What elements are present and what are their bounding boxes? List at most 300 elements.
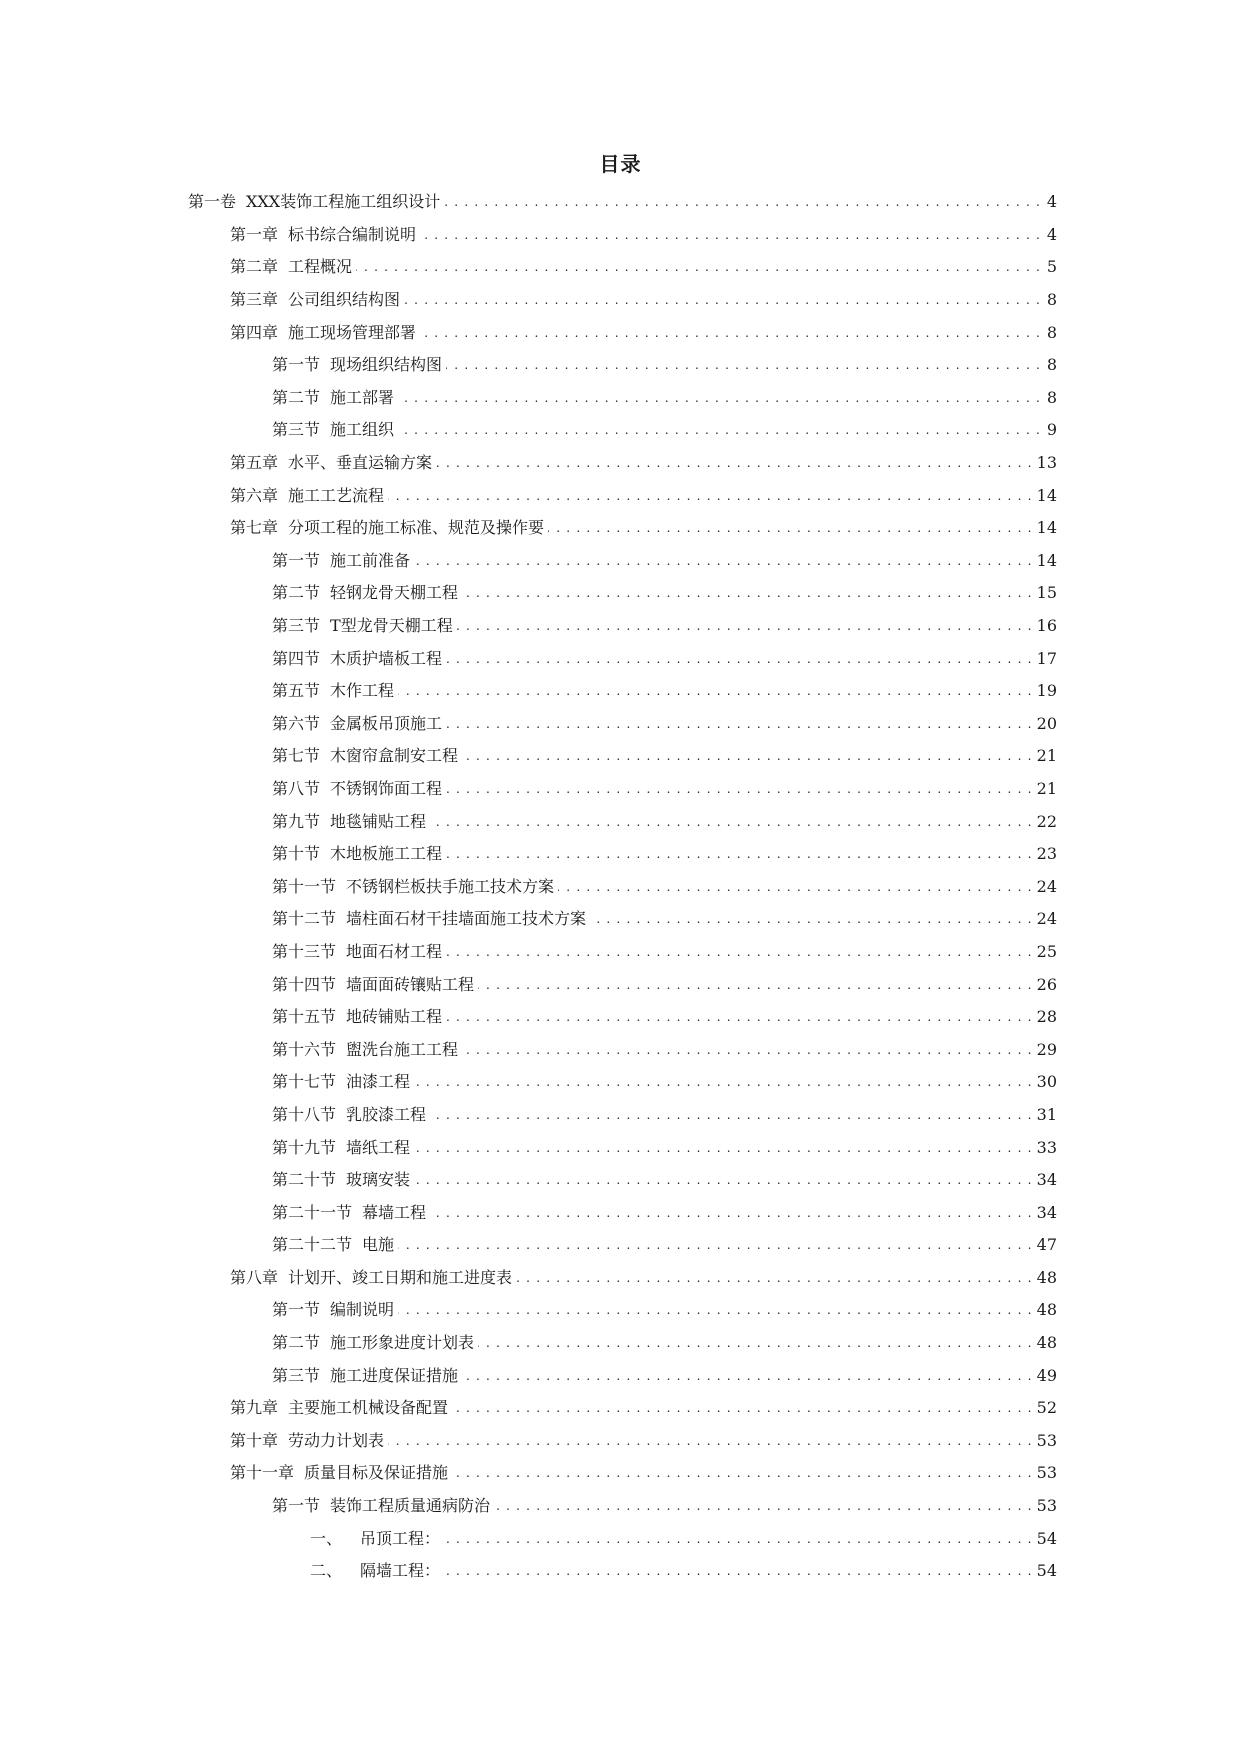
toc-entry-number: 第九节 bbox=[272, 811, 321, 831]
toc-entry-title: 幕墙工程 bbox=[362, 1202, 427, 1222]
toc-entry-label bbox=[272, 1138, 410, 1158]
toc-page-number: 23 bbox=[1036, 844, 1057, 864]
toc-entry[interactable] bbox=[0, 903, 1241, 936]
toc-entry-title: 标书综合编制说明 bbox=[288, 224, 417, 244]
toc-entry-label bbox=[230, 290, 400, 310]
toc-entry-number: 第七章 bbox=[230, 518, 279, 538]
dot-leader bbox=[398, 681, 1033, 701]
toc-entry[interactable] bbox=[0, 349, 1241, 382]
toc-entry-title: 轻钢龙骨天棚工程 bbox=[330, 583, 459, 603]
toc-entry[interactable] bbox=[0, 1099, 1241, 1132]
toc-entry-number: 一、 bbox=[310, 1528, 343, 1548]
dot-leader bbox=[446, 779, 1033, 799]
toc-page-number: 49 bbox=[1036, 1365, 1057, 1385]
toc-entry-content bbox=[272, 1138, 1057, 1158]
dot-leader bbox=[398, 420, 1041, 440]
dot-leader bbox=[388, 486, 1033, 506]
toc-entry-content bbox=[272, 1040, 1057, 1060]
toc-entry-title: 施工工艺流程 bbox=[288, 485, 385, 505]
dot-leader bbox=[462, 583, 1033, 603]
dot-leader bbox=[590, 909, 1033, 929]
toc-entry-number: 第二十二节 bbox=[272, 1235, 353, 1255]
toc-entry-content bbox=[272, 649, 1057, 669]
toc-entry-content bbox=[230, 257, 1057, 277]
toc-entry-content bbox=[272, 975, 1057, 995]
toc-page-number: 54 bbox=[1036, 1561, 1057, 1581]
toc-entry-label bbox=[310, 1529, 440, 1549]
toc-entry-title: 不锈钢饰面工程 bbox=[330, 778, 443, 798]
toc-entry-title: 工程概况 bbox=[288, 257, 353, 277]
toc-entry-content bbox=[272, 746, 1057, 766]
toc-entry[interactable] bbox=[0, 1425, 1241, 1458]
toc-entry-title: 公司组织结构图 bbox=[288, 290, 401, 310]
toc-entry-content bbox=[272, 1170, 1057, 1190]
toc-entry-content bbox=[230, 1398, 1057, 1418]
toc-entry-content bbox=[272, 388, 1057, 408]
dot-leader bbox=[356, 257, 1041, 277]
toc-entry-content bbox=[272, 812, 1057, 832]
toc-entry-title: 不锈钢栏板扶手施工技术方案 bbox=[346, 876, 555, 896]
toc-entry-title: 木地板施工工程 bbox=[330, 844, 443, 864]
toc-entry[interactable] bbox=[0, 936, 1241, 969]
toc-entry-content bbox=[272, 844, 1057, 864]
toc-entry[interactable] bbox=[0, 1555, 1241, 1588]
toc-entry[interactable] bbox=[0, 1001, 1241, 1034]
toc-entry-label bbox=[272, 877, 554, 897]
toc-entry[interactable] bbox=[0, 675, 1241, 708]
toc-entry-label bbox=[230, 323, 416, 343]
toc-page-number: 48 bbox=[1036, 1267, 1057, 1287]
toc-entry-content bbox=[188, 192, 1057, 212]
toc-entry[interactable] bbox=[0, 414, 1241, 447]
toc-entry-label bbox=[310, 1561, 440, 1581]
toc-page-number: 54 bbox=[1036, 1528, 1057, 1548]
toc-entry-content bbox=[272, 877, 1057, 897]
toc-entry-label bbox=[230, 1463, 448, 1483]
toc-entry[interactable] bbox=[0, 479, 1241, 512]
toc-entry-number: 第七节 bbox=[272, 746, 321, 766]
toc-entry-title: 地砖铺贴工程 bbox=[346, 1007, 443, 1027]
toc-page-number: 52 bbox=[1036, 1398, 1057, 1418]
toc-entry-label bbox=[272, 975, 474, 995]
toc-entry[interactable] bbox=[0, 1359, 1241, 1392]
dot-leader bbox=[398, 1235, 1033, 1255]
dot-leader bbox=[446, 355, 1041, 375]
toc-entry-label bbox=[272, 942, 442, 962]
toc-entry-content bbox=[272, 909, 1057, 929]
toc-entry-number: 第十一节 bbox=[272, 876, 337, 896]
toc-page-number: 16 bbox=[1036, 616, 1057, 636]
toc-entry[interactable] bbox=[0, 1066, 1241, 1099]
toc-entry-label bbox=[272, 779, 442, 799]
toc-page-number: 48 bbox=[1036, 1300, 1057, 1320]
toc-entry-number: 第九章 bbox=[230, 1398, 279, 1418]
toc-page-number: 47 bbox=[1036, 1235, 1057, 1255]
toc-entry-number: 第一章 bbox=[230, 224, 279, 244]
toc-entry-title: 墙面面砖镶贴工程 bbox=[346, 974, 475, 994]
toc-entry[interactable] bbox=[0, 186, 1241, 219]
dot-leader bbox=[414, 551, 1033, 571]
toc-entry-label bbox=[230, 453, 432, 473]
dot-leader bbox=[462, 1040, 1033, 1060]
toc-page-number: 22 bbox=[1036, 811, 1057, 831]
dot-leader bbox=[444, 192, 1041, 212]
dot-leader bbox=[414, 1170, 1033, 1190]
toc-entry-title: 分项工程的施工标准、规范及操作要 bbox=[288, 518, 545, 538]
toc-entry-label bbox=[230, 257, 352, 277]
toc-entry-label bbox=[230, 225, 416, 245]
toc-entry-number: 第二节 bbox=[272, 583, 321, 603]
toc-page-number: 30 bbox=[1036, 1072, 1057, 1092]
toc-entry-label bbox=[272, 649, 442, 669]
toc-entry-title: XXX装饰工程施工组织设计 bbox=[246, 192, 441, 212]
toc-entry-number: 第十八节 bbox=[272, 1104, 337, 1124]
toc-entry-title: 施工部署 bbox=[330, 387, 395, 407]
dot-leader bbox=[388, 1431, 1033, 1451]
toc-entry-label bbox=[272, 1300, 394, 1320]
toc-entry-label bbox=[272, 1007, 442, 1027]
toc-entry-label bbox=[272, 1333, 474, 1353]
toc-entry-number: 第八章 bbox=[230, 1267, 279, 1287]
toc-entry-title: 施工现场管理部署 bbox=[288, 322, 417, 342]
toc-entry-content bbox=[272, 1333, 1057, 1353]
toc-entry-number: 第三节 bbox=[272, 616, 321, 636]
toc-page-number: 14 bbox=[1036, 518, 1057, 538]
dot-leader bbox=[444, 1561, 1033, 1581]
toc-entry-label bbox=[272, 844, 442, 864]
toc-entry-content bbox=[272, 714, 1057, 734]
toc-entry-content bbox=[230, 323, 1057, 343]
toc-entry-content bbox=[230, 1463, 1057, 1483]
toc-entry-content bbox=[272, 779, 1057, 799]
toc-entry[interactable] bbox=[0, 968, 1241, 1001]
toc-entry-title: 编制说明 bbox=[330, 1300, 395, 1320]
dot-leader bbox=[452, 1398, 1033, 1418]
toc-entry-content bbox=[272, 420, 1057, 440]
toc-entry-content bbox=[272, 1203, 1057, 1223]
toc-entry-title: 木质护墙板工程 bbox=[330, 648, 443, 668]
toc-entry-label bbox=[272, 681, 394, 701]
dot-leader bbox=[430, 1105, 1033, 1125]
toc-entry-label bbox=[272, 1235, 394, 1255]
toc-page-number: 8 bbox=[1046, 355, 1057, 375]
dot-leader bbox=[457, 616, 1033, 636]
toc-page-number: 28 bbox=[1036, 1007, 1057, 1027]
toc-entry-content bbox=[272, 1496, 1057, 1516]
dot-leader bbox=[462, 1366, 1033, 1386]
toc-entry-number: 第十九节 bbox=[272, 1137, 337, 1157]
toc-entry[interactable] bbox=[0, 610, 1241, 643]
toc-entry-content bbox=[272, 681, 1057, 701]
dot-leader bbox=[404, 290, 1041, 310]
toc-entry-content bbox=[310, 1529, 1057, 1549]
toc-entry[interactable] bbox=[0, 1457, 1241, 1490]
toc-entry-title: 装饰工程质量通病防治 bbox=[330, 1496, 491, 1516]
toc-entry-content bbox=[272, 1300, 1057, 1320]
toc-page-number: 15 bbox=[1036, 583, 1057, 603]
toc-page-number: 34 bbox=[1036, 1170, 1057, 1190]
toc-page-number: 31 bbox=[1036, 1104, 1057, 1124]
toc-entry-title: 施工形象进度计划表 bbox=[330, 1333, 475, 1353]
toc-entry-title: 墙柱面石材干挂墙面施工技术方案 bbox=[346, 909, 587, 929]
toc-entry[interactable] bbox=[0, 284, 1241, 317]
toc-entry-label bbox=[272, 1203, 426, 1223]
toc-entry-content bbox=[272, 1235, 1057, 1255]
toc-entry-content bbox=[230, 1431, 1057, 1451]
toc-entry[interactable] bbox=[0, 773, 1241, 806]
toc-page-number: 24 bbox=[1036, 909, 1057, 929]
toc-page-number: 26 bbox=[1036, 974, 1057, 994]
toc-entry-title: 主要施工机械设备配置 bbox=[288, 1398, 449, 1418]
toc-entry-title: 油漆工程 bbox=[346, 1072, 411, 1092]
toc-entry-number: 第三章 bbox=[230, 290, 279, 310]
dot-leader bbox=[398, 1300, 1033, 1320]
toc-entry[interactable] bbox=[0, 708, 1241, 741]
toc-entry-label bbox=[272, 1072, 410, 1092]
toc-entry-title: 乳胶漆工程 bbox=[346, 1104, 427, 1124]
toc-entry-label bbox=[230, 1268, 512, 1288]
toc-entry-number: 第四章 bbox=[230, 322, 279, 342]
toc-title: 目录 bbox=[599, 152, 642, 176]
toc-entry[interactable] bbox=[0, 316, 1241, 349]
toc-entry-content bbox=[272, 942, 1057, 962]
toc-entry[interactable] bbox=[0, 577, 1241, 610]
toc-entry-title: 现场组织结构图 bbox=[330, 355, 443, 375]
toc-entry-number: 第十一章 bbox=[230, 1463, 295, 1483]
dot-leader bbox=[444, 1529, 1033, 1549]
toc-entry-content bbox=[272, 583, 1057, 603]
toc-entry-number: 第十二节 bbox=[272, 909, 337, 929]
toc-entry-content bbox=[230, 518, 1057, 538]
toc-page-number: 5 bbox=[1046, 257, 1057, 277]
toc-entry-label bbox=[272, 583, 458, 603]
toc-entry-number: 第十七节 bbox=[272, 1072, 337, 1092]
toc-entry-content bbox=[272, 355, 1057, 375]
toc-entry[interactable] bbox=[0, 512, 1241, 545]
toc-entry-number: 第四节 bbox=[272, 648, 321, 668]
dot-leader bbox=[494, 1496, 1033, 1516]
dot-leader bbox=[430, 812, 1033, 832]
toc-entry-label bbox=[272, 812, 426, 832]
dot-leader bbox=[452, 1463, 1033, 1483]
toc-entry-label bbox=[272, 746, 458, 766]
dot-leader bbox=[548, 518, 1033, 538]
toc-page-number: 14 bbox=[1036, 485, 1057, 505]
toc-entry-number: 第五章 bbox=[230, 453, 279, 473]
dot-leader bbox=[430, 1203, 1033, 1223]
toc-page-number: 53 bbox=[1036, 1496, 1057, 1516]
toc-page-number: 53 bbox=[1036, 1430, 1057, 1450]
toc-page-number: 9 bbox=[1046, 420, 1057, 440]
toc-page-number: 8 bbox=[1046, 322, 1057, 342]
toc-entry-number: 第一节 bbox=[272, 1496, 321, 1516]
toc-entry[interactable] bbox=[0, 1164, 1241, 1197]
toc-entry-content bbox=[272, 1366, 1057, 1386]
dot-leader bbox=[558, 877, 1033, 897]
dot-leader bbox=[436, 453, 1033, 473]
toc-entry-title: 木作工程 bbox=[330, 681, 395, 701]
toc-entry-title: 地面石材工程 bbox=[346, 941, 443, 961]
toc-entry-number: 第十节 bbox=[272, 844, 321, 864]
toc-entry[interactable] bbox=[0, 251, 1241, 284]
dot-leader bbox=[446, 1007, 1033, 1027]
toc-entry[interactable] bbox=[0, 1262, 1241, 1295]
toc-entry-title: 电施 bbox=[362, 1235, 395, 1255]
toc-entry[interactable] bbox=[0, 382, 1241, 415]
dot-leader bbox=[446, 844, 1033, 864]
dot-leader bbox=[478, 975, 1033, 995]
toc-entry[interactable] bbox=[0, 642, 1241, 675]
toc-entry-title: 劳动力计划表 bbox=[288, 1430, 385, 1450]
dot-leader bbox=[414, 1138, 1033, 1158]
toc-entry-number: 第十六节 bbox=[272, 1039, 337, 1059]
toc-entry-number: 第一节 bbox=[272, 550, 321, 570]
dot-leader bbox=[446, 942, 1033, 962]
toc-entry-label bbox=[230, 1431, 384, 1451]
toc-page-number: 13 bbox=[1036, 453, 1057, 473]
toc-entry-label bbox=[230, 1398, 448, 1418]
toc-page-number: 19 bbox=[1036, 681, 1057, 701]
toc-entry-content bbox=[272, 551, 1057, 571]
toc-entry[interactable] bbox=[0, 1131, 1241, 1164]
dot-leader bbox=[446, 714, 1033, 734]
toc-entry-title: 质量目标及保证措施 bbox=[304, 1463, 449, 1483]
toc-entry-number: 第一卷 bbox=[188, 192, 237, 212]
toc-entry[interactable] bbox=[0, 838, 1241, 871]
toc-page-number: 25 bbox=[1036, 941, 1057, 961]
toc-entry-title: 施工组织 bbox=[330, 420, 395, 440]
toc-entry-content bbox=[230, 225, 1057, 245]
toc-page-number: 21 bbox=[1036, 746, 1057, 766]
toc-page-number: 53 bbox=[1036, 1463, 1057, 1483]
toc-entry-label bbox=[188, 192, 440, 212]
toc-entry-number: 第三节 bbox=[272, 420, 321, 440]
toc-page-number: 17 bbox=[1036, 648, 1057, 668]
toc-page-number: 29 bbox=[1036, 1039, 1057, 1059]
toc-entry-content bbox=[310, 1561, 1057, 1581]
toc-entry-number: 第一节 bbox=[272, 355, 321, 375]
toc-page-number: 8 bbox=[1046, 387, 1057, 407]
toc-entry-label bbox=[272, 714, 442, 734]
toc-entry[interactable] bbox=[0, 1229, 1241, 1262]
toc-entry-title: 地毯铺贴工程 bbox=[330, 811, 427, 831]
toc-entry[interactable] bbox=[0, 1392, 1241, 1425]
toc-page-number: 21 bbox=[1036, 778, 1057, 798]
toc-entry-content bbox=[230, 290, 1057, 310]
toc-entry-label bbox=[272, 355, 442, 375]
toc-entry[interactable] bbox=[0, 1196, 1241, 1229]
toc-page-number: 14 bbox=[1036, 550, 1057, 570]
toc-entry-number: 第六章 bbox=[230, 485, 279, 505]
dot-leader bbox=[446, 649, 1033, 669]
toc-entry-title: 金属板吊顶施工 bbox=[330, 713, 443, 733]
toc-entry-number: 第五节 bbox=[272, 681, 321, 701]
toc-entry-number: 第二节 bbox=[272, 387, 321, 407]
toc-entry-label bbox=[272, 1170, 410, 1190]
toc-entry[interactable] bbox=[0, 219, 1241, 252]
toc-entry-number: 第二章 bbox=[230, 257, 279, 277]
toc-entry[interactable] bbox=[0, 740, 1241, 773]
dot-leader bbox=[478, 1333, 1033, 1353]
toc-entry-number: 第二节 bbox=[272, 1333, 321, 1353]
toc-entry-label bbox=[272, 1040, 458, 1060]
toc-entry-number: 第二十一节 bbox=[272, 1202, 353, 1222]
toc-entry[interactable] bbox=[0, 1490, 1241, 1523]
toc-entry-title: 盥洗台施工工程 bbox=[346, 1039, 459, 1059]
toc-entry-number: 第二十节 bbox=[272, 1170, 337, 1190]
toc-entry-label bbox=[272, 1366, 458, 1386]
dot-leader bbox=[420, 225, 1041, 245]
toc-entry[interactable] bbox=[0, 1522, 1241, 1555]
toc-entry-content bbox=[230, 486, 1057, 506]
toc-entry-title: 施工进度保证措施 bbox=[330, 1365, 459, 1385]
toc-entry-content bbox=[230, 1268, 1057, 1288]
toc-entry[interactable] bbox=[0, 545, 1241, 578]
toc-page-number: 48 bbox=[1036, 1333, 1057, 1353]
toc-entry-number: 第十章 bbox=[230, 1430, 279, 1450]
toc-entry[interactable] bbox=[0, 1033, 1241, 1066]
toc-entry-title: 玻璃安装 bbox=[346, 1170, 411, 1190]
toc-entry-content bbox=[230, 453, 1057, 473]
toc-entry-label bbox=[272, 616, 453, 636]
dot-leader bbox=[398, 388, 1041, 408]
toc-entry-label bbox=[272, 388, 394, 408]
toc-entry-title: 墙纸工程 bbox=[346, 1137, 411, 1157]
dot-leader bbox=[414, 1072, 1033, 1092]
toc-entry[interactable] bbox=[0, 1327, 1241, 1360]
dot-leader bbox=[462, 746, 1033, 766]
toc-entry-title: 吊顶工程： bbox=[360, 1528, 441, 1548]
toc-entry-label bbox=[272, 909, 586, 929]
toc-entry-title: 木窗帘盒制安工程 bbox=[330, 746, 459, 766]
toc-page-number: 8 bbox=[1046, 290, 1057, 310]
toc-entry-content bbox=[272, 1007, 1057, 1027]
toc-entry-title: 隔墙工程： bbox=[360, 1561, 441, 1581]
toc-entry-label bbox=[272, 420, 394, 440]
toc-entry-number: 第八节 bbox=[272, 778, 321, 798]
toc-entry[interactable] bbox=[0, 805, 1241, 838]
toc-entry-number: 二、 bbox=[310, 1561, 343, 1581]
toc-list bbox=[0, 186, 1241, 1588]
toc-entry-label bbox=[272, 551, 410, 571]
toc-entry-title: 水平、垂直运输方案 bbox=[288, 453, 433, 473]
toc-entry-content bbox=[272, 616, 1057, 636]
toc-page-number: 24 bbox=[1036, 876, 1057, 896]
toc-entry-title: 计划开、竣工日期和施工进度表 bbox=[288, 1267, 513, 1287]
toc-entry-number: 第十四节 bbox=[272, 974, 337, 994]
toc-entry-content bbox=[272, 1072, 1057, 1092]
toc-entry-number: 第三节 bbox=[272, 1365, 321, 1385]
toc-page-number: 4 bbox=[1046, 192, 1057, 212]
toc-entry[interactable] bbox=[0, 870, 1241, 903]
toc-page-number: 20 bbox=[1036, 713, 1057, 733]
toc-entry-label bbox=[230, 518, 544, 538]
dot-leader bbox=[516, 1268, 1033, 1288]
dot-leader bbox=[420, 323, 1041, 343]
toc-entry[interactable] bbox=[0, 1294, 1241, 1327]
toc-entry-number: 第一节 bbox=[272, 1300, 321, 1320]
toc-page-number: 33 bbox=[1036, 1137, 1057, 1157]
toc-entry-title: 施工前准备 bbox=[330, 550, 411, 570]
toc-page-number: 34 bbox=[1036, 1202, 1057, 1222]
toc-entry[interactable] bbox=[0, 447, 1241, 480]
toc-entry-number: 第十五节 bbox=[272, 1007, 337, 1027]
toc-entry-number: 第六节 bbox=[272, 713, 321, 733]
toc-entry-content bbox=[272, 1105, 1057, 1125]
toc-entry-title: T型龙骨天棚工程 bbox=[330, 616, 453, 636]
toc-entry-label bbox=[272, 1105, 426, 1125]
toc-entry-label bbox=[272, 1496, 490, 1516]
